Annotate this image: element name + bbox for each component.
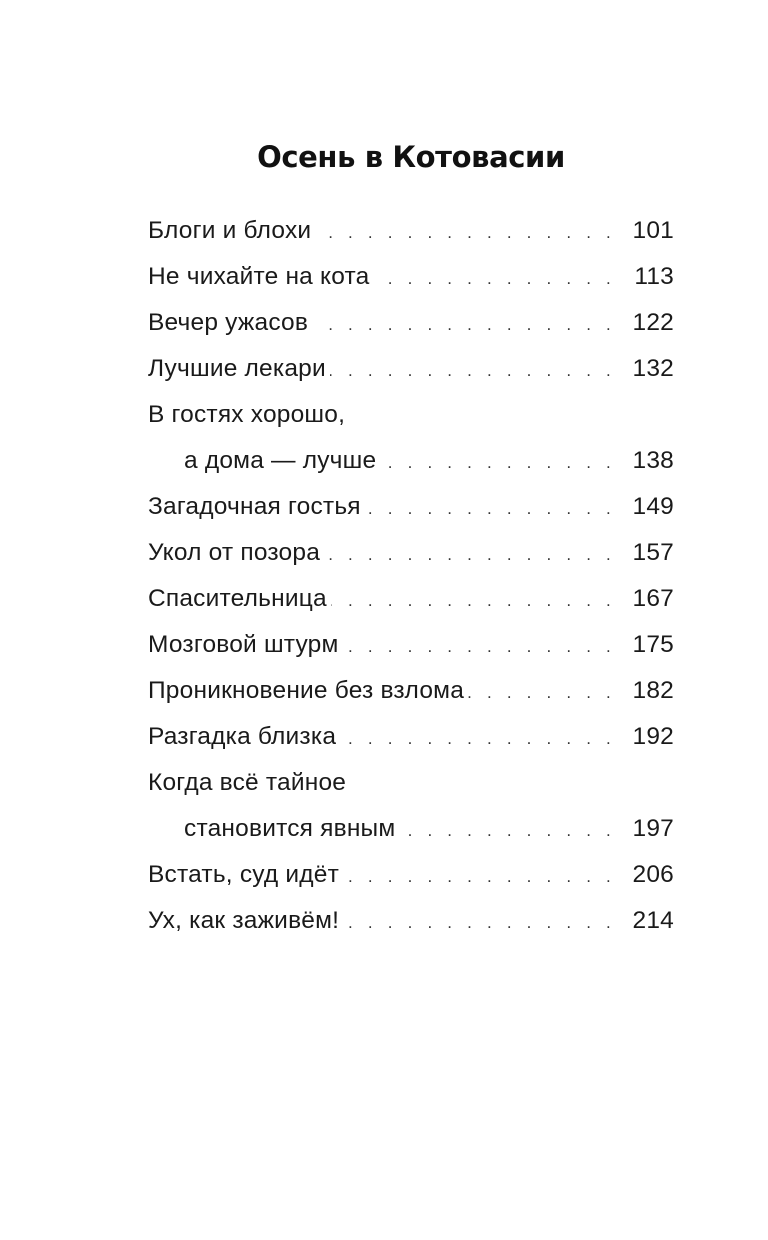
dot-leader xyxy=(324,532,616,578)
dot-leader xyxy=(312,302,616,348)
toc-entry-title: Мозговой штурм xyxy=(148,631,339,658)
toc-entry-title: Разгадка близка xyxy=(148,723,337,750)
dot-leader xyxy=(343,854,616,900)
table-of-contents xyxy=(148,208,674,944)
dot-leader xyxy=(468,670,616,716)
toc-entry-page: 122 xyxy=(632,309,674,336)
toc-entry-title: Когда всё тайное xyxy=(148,769,347,796)
dot-leader xyxy=(399,808,616,854)
toc-entry-title: Ух, как заживём! xyxy=(148,907,340,934)
dot-leader xyxy=(343,900,616,946)
toc-entry xyxy=(148,208,674,254)
toc-entry xyxy=(148,346,674,392)
dot-leader xyxy=(365,486,616,532)
toc-entry-page: 138 xyxy=(632,447,674,474)
toc-entry xyxy=(148,484,674,530)
dot-leader xyxy=(373,256,616,302)
toc-entry-page: 175 xyxy=(632,631,674,658)
toc-entry-title: Блоги и блохи xyxy=(148,217,312,244)
toc-entry xyxy=(148,530,674,576)
toc-entry-continuation xyxy=(148,438,674,484)
dot-leader xyxy=(331,578,616,624)
toc-entry-first-line xyxy=(148,392,674,438)
dot-leader xyxy=(380,440,616,486)
dot-leader xyxy=(330,348,616,394)
toc-entry-title: Встать, суд идёт xyxy=(148,861,340,888)
toc-entry-page: 132 xyxy=(632,355,674,382)
toc-entry xyxy=(148,576,674,622)
toc-entry-page: 157 xyxy=(632,539,674,566)
toc-entry-page: 182 xyxy=(632,677,674,704)
toc-entry-title: а дома — лучше xyxy=(184,447,377,474)
dot-leader xyxy=(343,624,616,670)
toc-entry-title: Проникновение без взлома xyxy=(148,677,465,704)
toc-entry-title: Спасительница xyxy=(148,585,327,612)
toc-entry-title: В гостях хорошо, xyxy=(148,401,346,428)
toc-entry xyxy=(148,898,674,944)
section-title: Осень в Котовасии xyxy=(257,140,565,174)
toc-entry-title: Загадочная гостья xyxy=(148,493,361,520)
toc-entry-title: Укол от позора xyxy=(148,539,321,566)
dot-leader xyxy=(315,210,616,256)
toc-entry-first-line xyxy=(148,760,674,806)
toc-entry xyxy=(148,852,674,898)
toc-entry-page: 206 xyxy=(632,861,674,888)
toc-entry-page: 149 xyxy=(632,493,674,520)
toc-entry-continuation xyxy=(148,806,674,852)
toc-entry xyxy=(148,622,674,668)
toc-entry-title: Вечер ужасов xyxy=(148,309,309,336)
toc-entry xyxy=(148,714,674,760)
toc-entry-page: 197 xyxy=(632,815,674,842)
toc-entry-page: 101 xyxy=(632,217,674,244)
toc-entry-page: 214 xyxy=(632,907,674,934)
toc-entry-page: 167 xyxy=(632,585,674,612)
toc-entry xyxy=(148,254,674,300)
dot-leader xyxy=(340,716,616,762)
toc-entry-title: становится явным xyxy=(184,815,396,842)
toc-entry-title: Не чихайте на кота xyxy=(148,263,370,290)
toc-entry-page: 192 xyxy=(632,723,674,750)
toc-entry xyxy=(148,300,674,346)
toc-entry-title: Лучшие лекари xyxy=(148,355,326,382)
toc-entry-page: 113 xyxy=(634,263,674,290)
toc-entry xyxy=(148,668,674,714)
